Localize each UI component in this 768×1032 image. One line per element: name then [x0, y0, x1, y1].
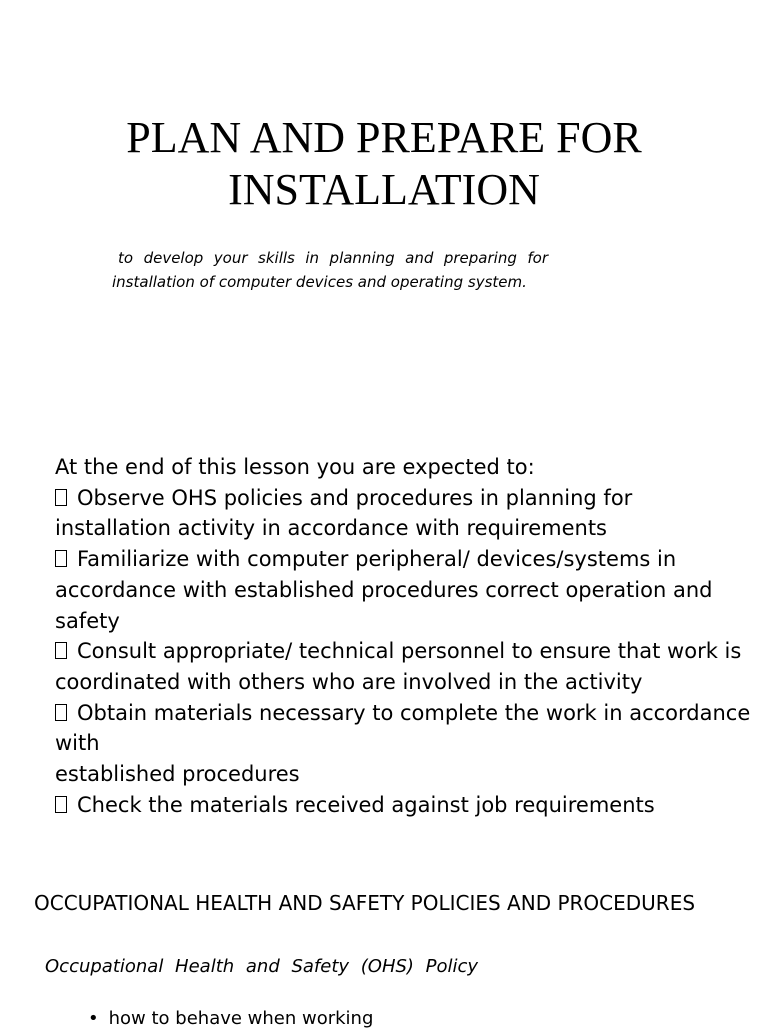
objective-item-continuation: installation activity in accordance with requirements	[55, 516, 607, 541]
objective-item-continuation: accordance with established procedures correct operation and	[55, 577, 713, 602]
objective-item: Obtain materials necessary to complete the work in accordance	[55, 698, 755, 729]
objective-item: Consult appropriate/ technical personnel to ensure that work is	[55, 636, 755, 667]
box-bullet-icon	[55, 704, 67, 721]
subtitle-line-1: to develop your skills in planning and preparing for	[118, 249, 548, 267]
box-bullet-icon	[55, 796, 67, 813]
list-item: • how to behave when working	[88, 1008, 374, 1029]
box-bullet-icon	[55, 642, 67, 659]
objective-item-continuation: coordinated with others who are involved in the activity	[55, 669, 643, 694]
objective-item: Check the materials received against job requirements	[55, 790, 755, 821]
page-title	[0, 112, 768, 216]
objective-item-continuation: established procedures	[55, 762, 300, 787]
section-heading: OCCUPATIONAL HEALTH AND SAFETY POLICIES AND PROCEDURES	[34, 891, 696, 915]
objective-item-continuation: safety	[55, 608, 120, 633]
objective-item: Observe OHS policies and procedures in planning for	[55, 483, 755, 514]
objective-item-continuation: with	[55, 731, 100, 756]
objectives-list	[55, 452, 755, 820]
box-bullet-icon	[55, 489, 67, 506]
title-line-1: PLAN AND PREPARE FOR	[126, 113, 642, 162]
box-bullet-icon	[55, 550, 67, 567]
subtitle	[112, 246, 548, 294]
bullet-dot-icon: •	[88, 1008, 99, 1029]
subtitle-line-2: installation of computer devices and operating system.	[112, 273, 527, 291]
policy-label: Occupational Health and Safety (OHS) Policy	[45, 956, 479, 977]
objective-item: Familiarize with computer peripheral/ devices/systems in	[55, 544, 755, 575]
title-line-2: INSTALLATION	[228, 165, 540, 214]
policy-bullet-list	[88, 1006, 373, 1032]
objectives-intro: At the end of this lesson you are expected to:	[55, 455, 535, 479]
